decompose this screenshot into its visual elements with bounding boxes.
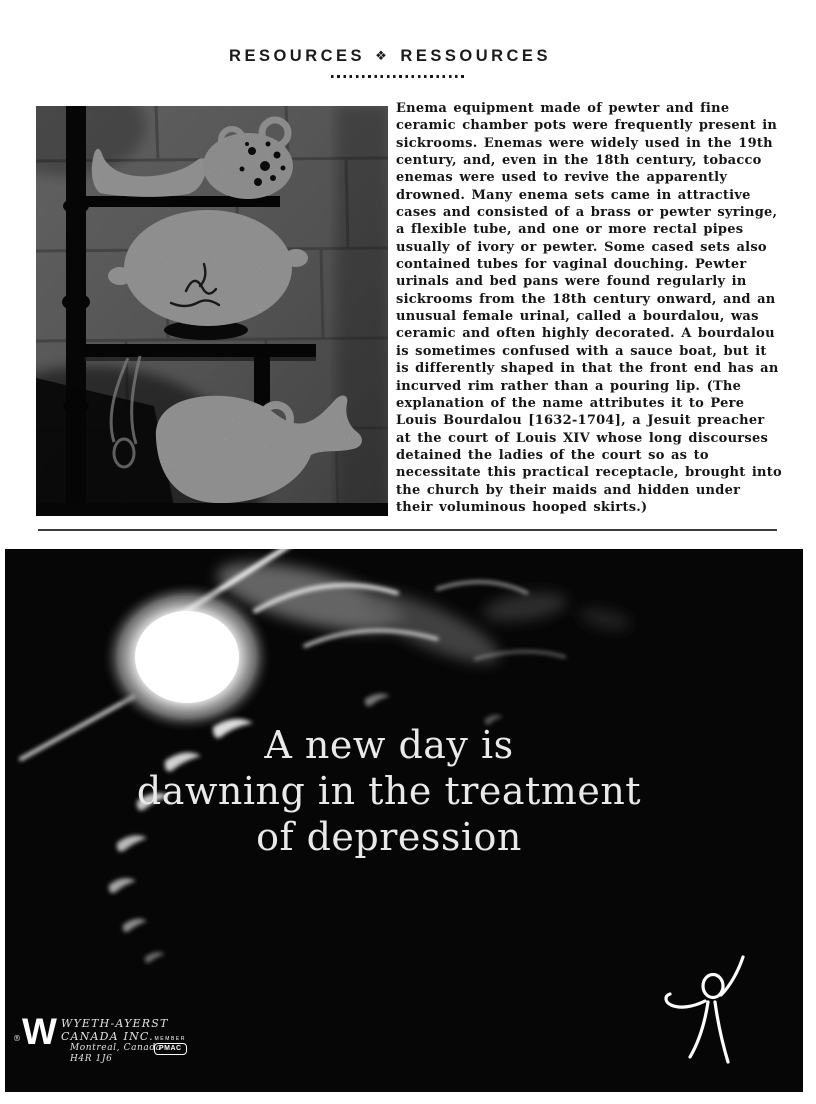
ad-headline: [69, 722, 709, 860]
wyeth-w-monogram-icon: W: [22, 1011, 54, 1052]
page-title-right: RESSOURCES: [400, 47, 551, 65]
member-label: MEMBER: [154, 1036, 187, 1042]
dotted-divider: [331, 75, 467, 78]
ad-headline-line2: dawning in the treatment: [136, 769, 642, 813]
sponsor-logo: [13, 1011, 169, 1064]
page-title-left: RESOURCES: [229, 47, 366, 65]
section-divider-rule: [38, 529, 777, 531]
sickroom-equipment-photo: [36, 106, 388, 516]
ad-headline-line1: A new day is: [264, 723, 514, 767]
photo-art: [36, 106, 388, 516]
pmac-member-badge: [154, 1036, 187, 1055]
page-title: [0, 47, 780, 66]
advertisement-panel: [5, 549, 803, 1092]
company-address-line2: H4R 1J6: [69, 1053, 113, 1064]
pmac-label: PMAC: [154, 1043, 187, 1055]
company-name-line2: CANADA INC.: [60, 1030, 154, 1043]
company-address-line1: Montreal, Canada: [69, 1043, 162, 1053]
diamond-ornament-icon: ❖: [375, 49, 391, 64]
ad-headline-line3: of depression: [256, 815, 522, 859]
article-paragraph: Enema equipment made of pewter and fine ceramic chamber pots were frequently present in sickrooms. Enemas were widely used in the 19th century, and, even in the 18th century, tobacco enemas were used to revive the apparently drowned. Many enema sets came in attractive cases and consisted of a brass or pewter syringe, a flexible tube, and one or more rectal pipes usually of ivory or pewter. Some cased sets also contained tubes for vaginal douching. Pewter urinals and bed pans were found regularly in sickrooms from the 18th century onward, and an unusual female urinal, called a bourdalou, was ceramic and often highly decorated. A bourdalou is sometimes confused with a sauce boat, but it is differently shaped in that the front end has an incurved rim rather than a pouring lip. (The explanation of the name attributes it to Pere Louis Bourdalou [1632-1704], a Jesuit preacher at the court of Louis XIV whose long discourses detained the ladies of the court so as to necessitate this practical receptacle, brought into the church by their maids and hidden under their voluminous hooped skirts.): [396, 101, 782, 515]
registered-trademark-icon: ®: [13, 1034, 21, 1043]
company-name-line1: WYETH-AYERST: [60, 1017, 169, 1030]
